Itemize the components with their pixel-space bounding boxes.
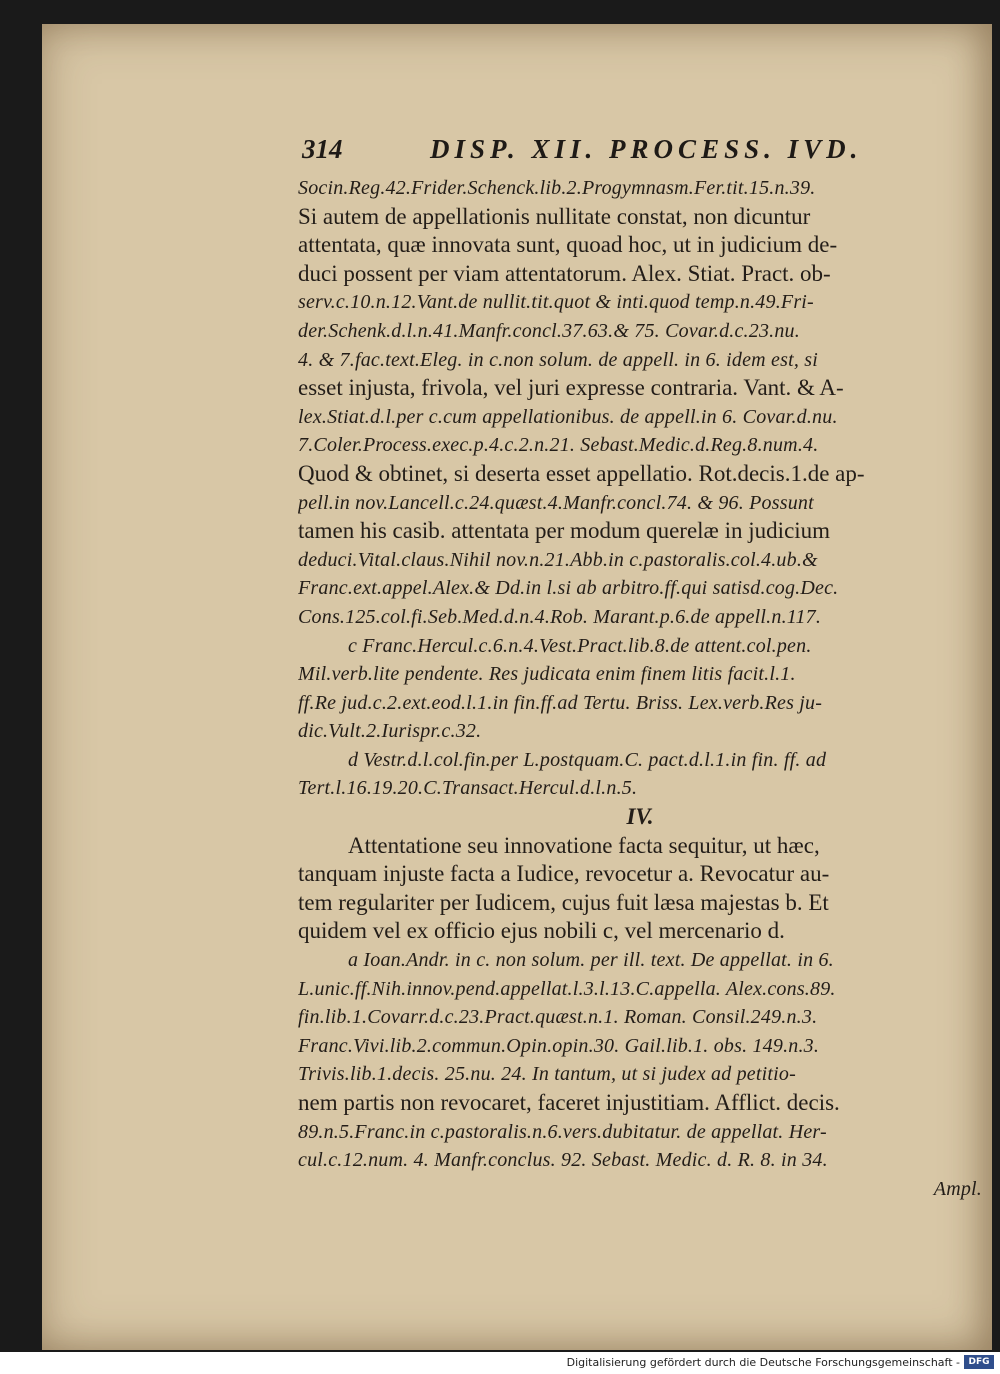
text-line: fin.lib.1.Covarr.d.c.23.Pract.quæst.n.1. Roman. Consil.249.n.3. [298,1006,818,1029]
digitization-footer [0,1352,1000,1374]
text-line: Socin.Reg.42.Frider.Schenck.lib.2.Progymnasm.Fer.tit.15.n.39. [298,177,816,199]
running-head: DISP. XII. PROCESS. IVD. [430,134,863,164]
text-line: 4. & 7.fac.text.Eleg. in c.non solum. de appell. in 6. idem est, si [298,348,818,371]
funding-credit: Digitalisierung gefördert durch die Deutsche Forschungsgemeinschaft - [566,1356,960,1369]
text-line: L.unic.ff.Nih.innov.pend.appellat.l.3.l.13.C.appella. Alex.cons.89. [298,977,836,1000]
text-line: Cons.125.col.fi.Seb.Med.d.n.4.Rob. Marant.p.6.de appell.n.117. [298,605,822,628]
text-line: 7.Coler.Process.exec.p.4.c.2.n.21. Sebast.Medic.d.Reg.8.num.4. [298,434,819,457]
text-line: Mil.verb.lite pendente. Res judicata enim finem litis facit.l.1. [298,663,796,686]
text-line: deduci.Vital.claus.Nihil nov.n.21.Abb.in c.pastoralis.col.4.ub.& [298,548,818,571]
text-line: dic.Vult.2.Iurispr.c.32. [298,720,482,743]
text-line: ff.Re jud.c.2.ext.eod.l.1.in fin.ff.ad Tertu. Briss. Lex.verb.Res ju- [298,691,823,714]
text-line: c Franc.Hercul.c.6.n.4.Vest.Pract.lib.8.de attent.col.pen. [348,634,812,657]
text-line: quidem vel ex officio ejus nobili c, vel mercenario d. [298,918,785,944]
text-line: nem partis non revocaret, faceret injustitiam. Afflict. decis. [298,1090,840,1115]
text-line: der.Schenk.d.l.n.41.Manfr.concl.37.63.& 75. Covar.d.c.23.nu. [298,319,800,342]
text-line: pell.in nov.Lancell.c.24.quæst.4.Manfr.concl.74. & 96. Possunt [298,491,814,514]
text-line: Attentatione seu innovatione facta sequitur, ut hæc, [348,832,820,858]
text-line: 89.n.5.Franc.in c.pastoralis.n.6.vers.dubitatur. de appellat. Her- [298,1120,827,1143]
text-line: Trivis.lib.1.decis. 25.nu. 24. In tantum, ut si judex ad petitio- [298,1063,796,1086]
text-line: duci possent per viam attentatorum. Alex. Stiat. Pract. ob- [298,260,831,286]
book-page [42,24,992,1350]
text-line: Quod & obtinet, si deserta esset appellatio. Rot.decis.1.de ap- [298,460,865,486]
text-line: Tert.l.16.19.20.C.Transact.Hercul.d.l.n.5. [298,777,638,800]
text-line: lex.Stiat.d.l.per c.cum appellationibus. de appell.in 6. Covar.d.nu. [298,405,838,428]
text-line: serv.c.10.n.12.Vant.de nullit.tit.quot & inti.quod temp.n.49.Fri- [298,291,814,314]
text-line: tem regulariter per Iudicem, cujus fuit læsa majestas b. Et [298,889,829,915]
text-line: Franc.Vivi.lib.2.commun.Opin.opin.30. Gail.lib.1. obs. 149.n.3. [298,1034,820,1057]
text-line: tanquam injuste facta a Iudice, revocetur a. Revocatur au- [298,861,830,887]
dfg-logo: DFG [964,1355,994,1369]
text-line: Franc.ext.appel.Alex.& Dd.in l.si ab arbitro.ff.qui satisd.cog.Dec. [298,577,839,600]
page-header [42,134,992,174]
text-line: Ampl. [933,1177,982,1200]
body-text [298,174,982,1203]
text-line: Si autem de appellationis nullitate constat, non dicuntur [298,203,811,229]
text-line: esset injusta, frivola, vel juri expresse contraria. Vant. & A- [298,375,844,401]
text-line: a Ioan.Andr. in c. non solum. per ill. text. De appellat. in 6. [348,949,834,972]
text-line: tamen his casib. attentata per modum querelæ in judicium [298,518,831,544]
text-line: cul.c.12.num. 4. Manfr.conclus. 92. Sebast. Medic. d. R. 8. in 34. [298,1149,828,1172]
text-line: d Vestr.d.l.col.fin.per L.postquam.C. pact.d.l.1.in fin. ff. ad [348,748,827,771]
text-line: IV. [626,804,654,830]
page-number: 314 [302,134,343,164]
text-line: attentata, quæ innovata sunt, quoad hoc, ut in judicium de- [298,232,838,258]
